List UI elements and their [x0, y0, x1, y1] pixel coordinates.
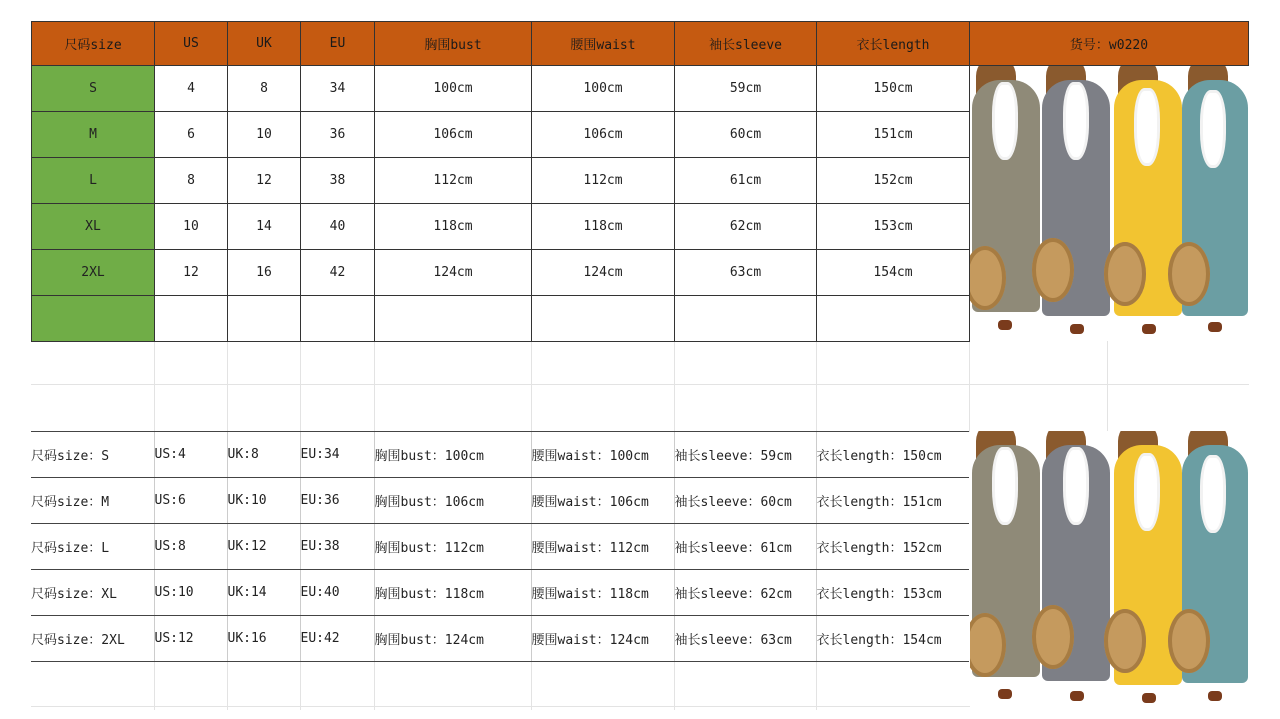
eu-cell: 42 — [301, 250, 375, 296]
sleeve-text: 袖长sleeve：63cm — [674, 616, 816, 662]
header-uk: UK — [228, 22, 301, 66]
us-text: US:10 — [154, 570, 227, 616]
uk-cell: 12 — [228, 158, 301, 204]
us-cell: 8 — [155, 158, 228, 204]
us-text: US:6 — [154, 478, 227, 524]
eu-text: EU:38 — [300, 524, 374, 570]
length-cell: 150cm — [817, 66, 970, 112]
waist-cell: 118cm — [532, 204, 675, 250]
size-list-table — [31, 431, 969, 662]
size-cell: XL — [32, 204, 155, 250]
list-item — [31, 616, 969, 662]
waist-text: 腰围waist：106cm — [531, 478, 674, 524]
sleeve-text: 袖长sleeve：59cm — [674, 432, 816, 478]
sleeve-cell — [675, 296, 817, 342]
bust-text: 胸围bust：112cm — [374, 524, 531, 570]
size-chart-header-row — [32, 22, 1249, 66]
size-cell: S — [32, 66, 155, 112]
eu-cell — [301, 296, 375, 342]
header-item-number: 货号：w0220 — [970, 22, 1249, 66]
length-text: 衣长length：152cm — [816, 524, 969, 570]
header-bust: 胸围bust — [375, 22, 532, 66]
header-eu: EU — [301, 22, 375, 66]
list-item — [31, 432, 969, 478]
eu-text: EU:40 — [300, 570, 374, 616]
sleeve-cell: 60cm — [675, 112, 817, 158]
waist-cell: 106cm — [532, 112, 675, 158]
sleeve-cell: 59cm — [675, 66, 817, 112]
header-waist: 腰围waist — [532, 22, 675, 66]
bust-text: 胸围bust：106cm — [374, 478, 531, 524]
waist-cell: 112cm — [532, 158, 675, 204]
waist-cell — [532, 296, 675, 342]
bust-cell: 100cm — [375, 66, 532, 112]
eu-text: EU:34 — [300, 432, 374, 478]
length-text: 衣长length：154cm — [816, 616, 969, 662]
bust-text: 胸围bust：118cm — [374, 570, 531, 616]
product-photo — [970, 431, 1249, 709]
us-cell: 4 — [155, 66, 228, 112]
uk-cell: 14 — [228, 204, 301, 250]
size-text: 尺码size：S — [31, 432, 154, 478]
us-cell — [155, 296, 228, 342]
uk-text: UK:14 — [227, 570, 300, 616]
uk-cell: 8 — [228, 66, 301, 112]
size-cell: L — [32, 158, 155, 204]
size-text: 尺码size：XL — [31, 570, 154, 616]
eu-cell: 36 — [301, 112, 375, 158]
header-us: US — [155, 22, 228, 66]
size-text: 尺码size：M — [31, 478, 154, 524]
bust-cell — [375, 296, 532, 342]
bust-cell: 112cm — [375, 158, 532, 204]
uk-text: UK:12 — [227, 524, 300, 570]
bust-cell: 106cm — [375, 112, 532, 158]
size-cell: 2XL — [32, 250, 155, 296]
sleeve-text: 袖长sleeve：60cm — [674, 478, 816, 524]
size-cell — [32, 296, 155, 342]
header-length: 衣长length — [817, 22, 970, 66]
uk-cell: 16 — [228, 250, 301, 296]
eu-text: EU:36 — [300, 478, 374, 524]
sleeve-cell: 61cm — [675, 158, 817, 204]
uk-text: UK:10 — [227, 478, 300, 524]
length-cell: 153cm — [817, 204, 970, 250]
sleeve-text: 袖长sleeve：61cm — [674, 524, 816, 570]
us-text: US:12 — [154, 616, 227, 662]
waist-cell: 100cm — [532, 66, 675, 112]
bust-cell: 118cm — [375, 204, 532, 250]
eu-cell: 34 — [301, 66, 375, 112]
uk-text: UK:16 — [227, 616, 300, 662]
length-text: 衣长length：150cm — [816, 432, 969, 478]
us-cell: 6 — [155, 112, 228, 158]
us-cell: 12 — [155, 250, 228, 296]
bust-text: 胸围bust：124cm — [374, 616, 531, 662]
size-text: 尺码size：2XL — [31, 616, 154, 662]
us-text: US:8 — [154, 524, 227, 570]
us-text: US:4 — [154, 432, 227, 478]
length-cell: 152cm — [817, 158, 970, 204]
length-text: 衣长length：151cm — [816, 478, 969, 524]
sleeve-cell: 62cm — [675, 204, 817, 250]
waist-text: 腰围waist：112cm — [531, 524, 674, 570]
list-item — [31, 478, 969, 524]
header-size: 尺码size — [32, 22, 155, 66]
header-sleeve: 袖长sleeve — [675, 22, 817, 66]
us-cell: 10 — [155, 204, 228, 250]
bust-cell: 124cm — [375, 250, 532, 296]
length-cell — [817, 296, 970, 342]
uk-cell: 10 — [228, 112, 301, 158]
waist-text: 腰围waist：118cm — [531, 570, 674, 616]
sleeve-cell: 63cm — [675, 250, 817, 296]
list-item — [31, 524, 969, 570]
waist-cell: 124cm — [532, 250, 675, 296]
bust-text: 胸围bust：100cm — [374, 432, 531, 478]
uk-cell — [228, 296, 301, 342]
eu-cell: 40 — [301, 204, 375, 250]
eu-cell: 38 — [301, 158, 375, 204]
size-cell: M — [32, 112, 155, 158]
eu-text: EU:42 — [300, 616, 374, 662]
uk-text: UK:8 — [227, 432, 300, 478]
sleeve-text: 袖长sleeve：62cm — [674, 570, 816, 616]
list-item — [31, 570, 969, 616]
product-photo — [970, 66, 1249, 341]
length-cell: 154cm — [817, 250, 970, 296]
waist-text: 腰围waist：124cm — [531, 616, 674, 662]
length-cell: 151cm — [817, 112, 970, 158]
waist-text: 腰围waist：100cm — [531, 432, 674, 478]
size-text: 尺码size：L — [31, 524, 154, 570]
length-text: 衣长length：153cm — [816, 570, 969, 616]
